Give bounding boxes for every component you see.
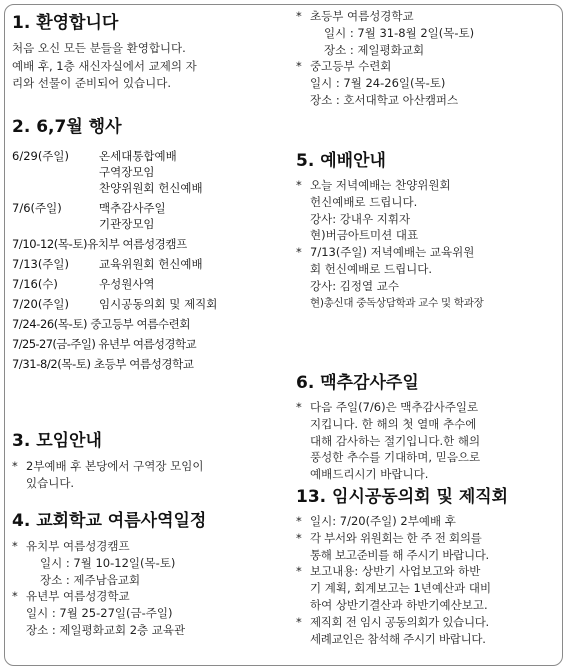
event-date: 7/16(수) xyxy=(12,277,58,291)
school-group xyxy=(296,8,560,58)
worship-line: 7/13(주일) 저녁예배는 교육위원 xyxy=(310,245,475,260)
event-row xyxy=(12,148,280,196)
bullet-mark: * xyxy=(296,245,302,260)
bullet-mark: * xyxy=(296,59,302,74)
bullet-mark: * xyxy=(296,530,302,545)
events-schedule xyxy=(12,148,280,372)
council-item xyxy=(296,530,560,564)
council-line: 각 부서와 위원회는 한 주 전 회의를 xyxy=(310,530,482,545)
event-date: 7/24-26(목-토) xyxy=(12,317,88,331)
worship-line: 헌신예배로 드립니다. xyxy=(310,194,418,209)
cell-meeting-heading: 3. 모임안내 xyxy=(12,431,102,451)
event-name: 교육위원회 헌신예배 xyxy=(99,257,203,271)
event-row xyxy=(12,200,280,232)
council-item xyxy=(296,614,560,648)
event-row xyxy=(12,336,280,352)
school-group-date: 일시 : 7월 24-26일(목-토) xyxy=(310,76,446,91)
events-heading: 2. 6,7월 행사 xyxy=(12,117,122,137)
bullet-mark: * xyxy=(296,9,302,23)
thanksgiving-item xyxy=(296,399,560,483)
event-date: 7/6(주일) xyxy=(12,201,62,215)
event-name: 유치부 여름성경캠프 xyxy=(87,237,187,251)
event-row xyxy=(12,316,280,332)
council-line: 세례교인은 참석해 주시기 바랍니다. xyxy=(310,631,486,646)
event-row xyxy=(12,256,280,272)
cell-meeting-line: 2부예배 후 본당에서 구역장 모임이 xyxy=(26,459,204,473)
cell-meeting-line: 있습니다. xyxy=(26,475,75,490)
bullet-mark: * xyxy=(12,589,18,604)
school-group-place: 장소 : 호서대학교 아산캠퍼스 xyxy=(310,92,459,107)
bullet-mark: * xyxy=(296,564,302,579)
worship-heading: 5. 예배안내 xyxy=(296,151,386,171)
event-name: 기관장모임 xyxy=(99,217,155,231)
council-section xyxy=(296,486,560,647)
welcome-line: 리와 선물이 준비되어 있습니다. xyxy=(12,76,172,90)
events-section xyxy=(12,116,280,376)
event-row xyxy=(12,296,280,312)
bullet-mark: * xyxy=(12,459,18,473)
council-line: 제직회 전 임시 공동의회가 있습니다. xyxy=(310,614,489,629)
school-group-place: 장소 : 제주남읍교회 xyxy=(40,572,141,587)
event-name: 중고등부 여름수련회 xyxy=(90,317,191,331)
welcome-section xyxy=(12,12,280,93)
thanksgiving-section xyxy=(296,372,560,483)
school-group xyxy=(296,58,560,108)
bullet-mark: * xyxy=(296,178,302,192)
worship-line: 오늘 저녁예배는 찬양위원회 xyxy=(310,178,451,192)
event-row xyxy=(12,356,280,372)
event-name: 유년부 여름성경학교 xyxy=(98,337,196,351)
school-group xyxy=(12,538,280,588)
event-row xyxy=(12,276,280,292)
bullet-mark: * xyxy=(296,614,302,629)
council-heading: 13. 임시공동의회 및 제직회 xyxy=(296,487,509,507)
school-group-date: 일시 : 7월 31-8월 2일(목-토) xyxy=(324,25,475,40)
cell-meeting-section xyxy=(12,430,280,492)
thanksgiving-line: 다음 주일(7/6)은 맥추감사주일로 xyxy=(310,400,479,414)
thanksgiving-line: 지킵니다. 한 해의 첫 열매 추수에 xyxy=(310,416,477,431)
school-group-place: 장소 : 제일평화교회 2층 교육관 xyxy=(26,622,186,637)
bullet-mark: * xyxy=(296,400,302,414)
worship-line: 강사: 김정열 교수 xyxy=(310,278,399,293)
event-name: 구역장모임 xyxy=(99,165,155,179)
school-continued xyxy=(296,8,560,109)
cell-meeting-item xyxy=(12,458,280,492)
school-group-title: 유치부 여름성경캠프 xyxy=(26,539,130,553)
school-group-title: 중고등부 수련회 xyxy=(310,59,392,74)
welcome-line: 처음 오신 모든 분들을 환영합니다. xyxy=(12,41,186,55)
worship-line: 강사: 강내우 지휘자 xyxy=(310,211,411,226)
council-line: 통해 보고준비를 해 주시기 바랍니다. xyxy=(310,547,489,562)
school-heading: 4. 교회학교 여름사역일정 xyxy=(12,511,207,531)
school-group xyxy=(12,588,280,638)
event-name: 임시공동의회 및 제직회 xyxy=(99,297,218,311)
school-group-date: 일시 : 7월 25-27일(금-주일) xyxy=(26,606,173,621)
thanksgiving-line: 대해 감사하는 절기입니다.한 해의 xyxy=(310,433,481,448)
council-line: 기 계획, 회계보고는 1년예산과 대비 xyxy=(310,581,492,596)
council-line: 하여 상반기결산과 하반기예산보고. xyxy=(310,597,488,612)
event-date: 6/29(주일) xyxy=(12,149,70,163)
event-date: 7/10-12(목-토) xyxy=(12,237,88,251)
event-name: 초등부 여름성경학교 xyxy=(93,357,194,371)
school-group-title: 유년부 여름성경학교 xyxy=(26,589,130,604)
event-name: 우성원사역 xyxy=(99,277,155,291)
thanksgiving-line: 풍성한 추수를 기대하며, 믿음으로 xyxy=(310,450,481,465)
council-line: 보고내용: 상반기 사업보고와 하반 xyxy=(310,564,481,579)
thanksgiving-line: 예배드리시기 바랍니다. xyxy=(310,467,429,482)
worship-line: 현)버금아트미션 대표 xyxy=(310,228,419,243)
welcome-line: 예배 후, 1층 새신자실에서 교제의 자 xyxy=(12,58,197,73)
worship-section xyxy=(296,150,560,311)
bullet-mark: * xyxy=(296,514,302,528)
event-date: 7/31-8/2(목-토) xyxy=(12,357,91,371)
event-row xyxy=(12,236,280,252)
thanksgiving-heading: 6. 맥추감사주일 xyxy=(296,373,419,393)
event-name: 찬양위원회 헌신예배 xyxy=(99,181,203,195)
event-date: 7/13(주일) xyxy=(12,257,70,271)
worship-item xyxy=(296,244,560,311)
school-group-date: 일시 : 7월 10-12일(목-토) xyxy=(40,555,176,570)
school-group-place: 장소 : 제일평화교회 xyxy=(324,42,425,57)
council-item xyxy=(296,563,560,613)
school-section xyxy=(12,510,280,639)
event-name: 맥추감사주일 xyxy=(99,201,166,215)
council-item xyxy=(296,513,560,530)
event-name: 온세대통합예배 xyxy=(99,149,177,163)
worship-item xyxy=(296,177,560,244)
worship-line: 회 헌신예배로 드립니다. xyxy=(310,261,433,276)
council-line: 일시: 7/20(주일) 2부예배 후 xyxy=(310,514,456,528)
bullet-mark: * xyxy=(12,539,18,553)
event-date: 7/20(주일) xyxy=(12,297,70,311)
welcome-heading: 1. 환영합니다 xyxy=(12,13,119,33)
school-group-title: 초등부 여름성경학교 xyxy=(310,9,414,23)
event-date: 7/25-27(금-주일) xyxy=(12,337,96,351)
worship-line: 현)총신대 중독상담학과 교수 및 학과장 xyxy=(310,296,484,309)
